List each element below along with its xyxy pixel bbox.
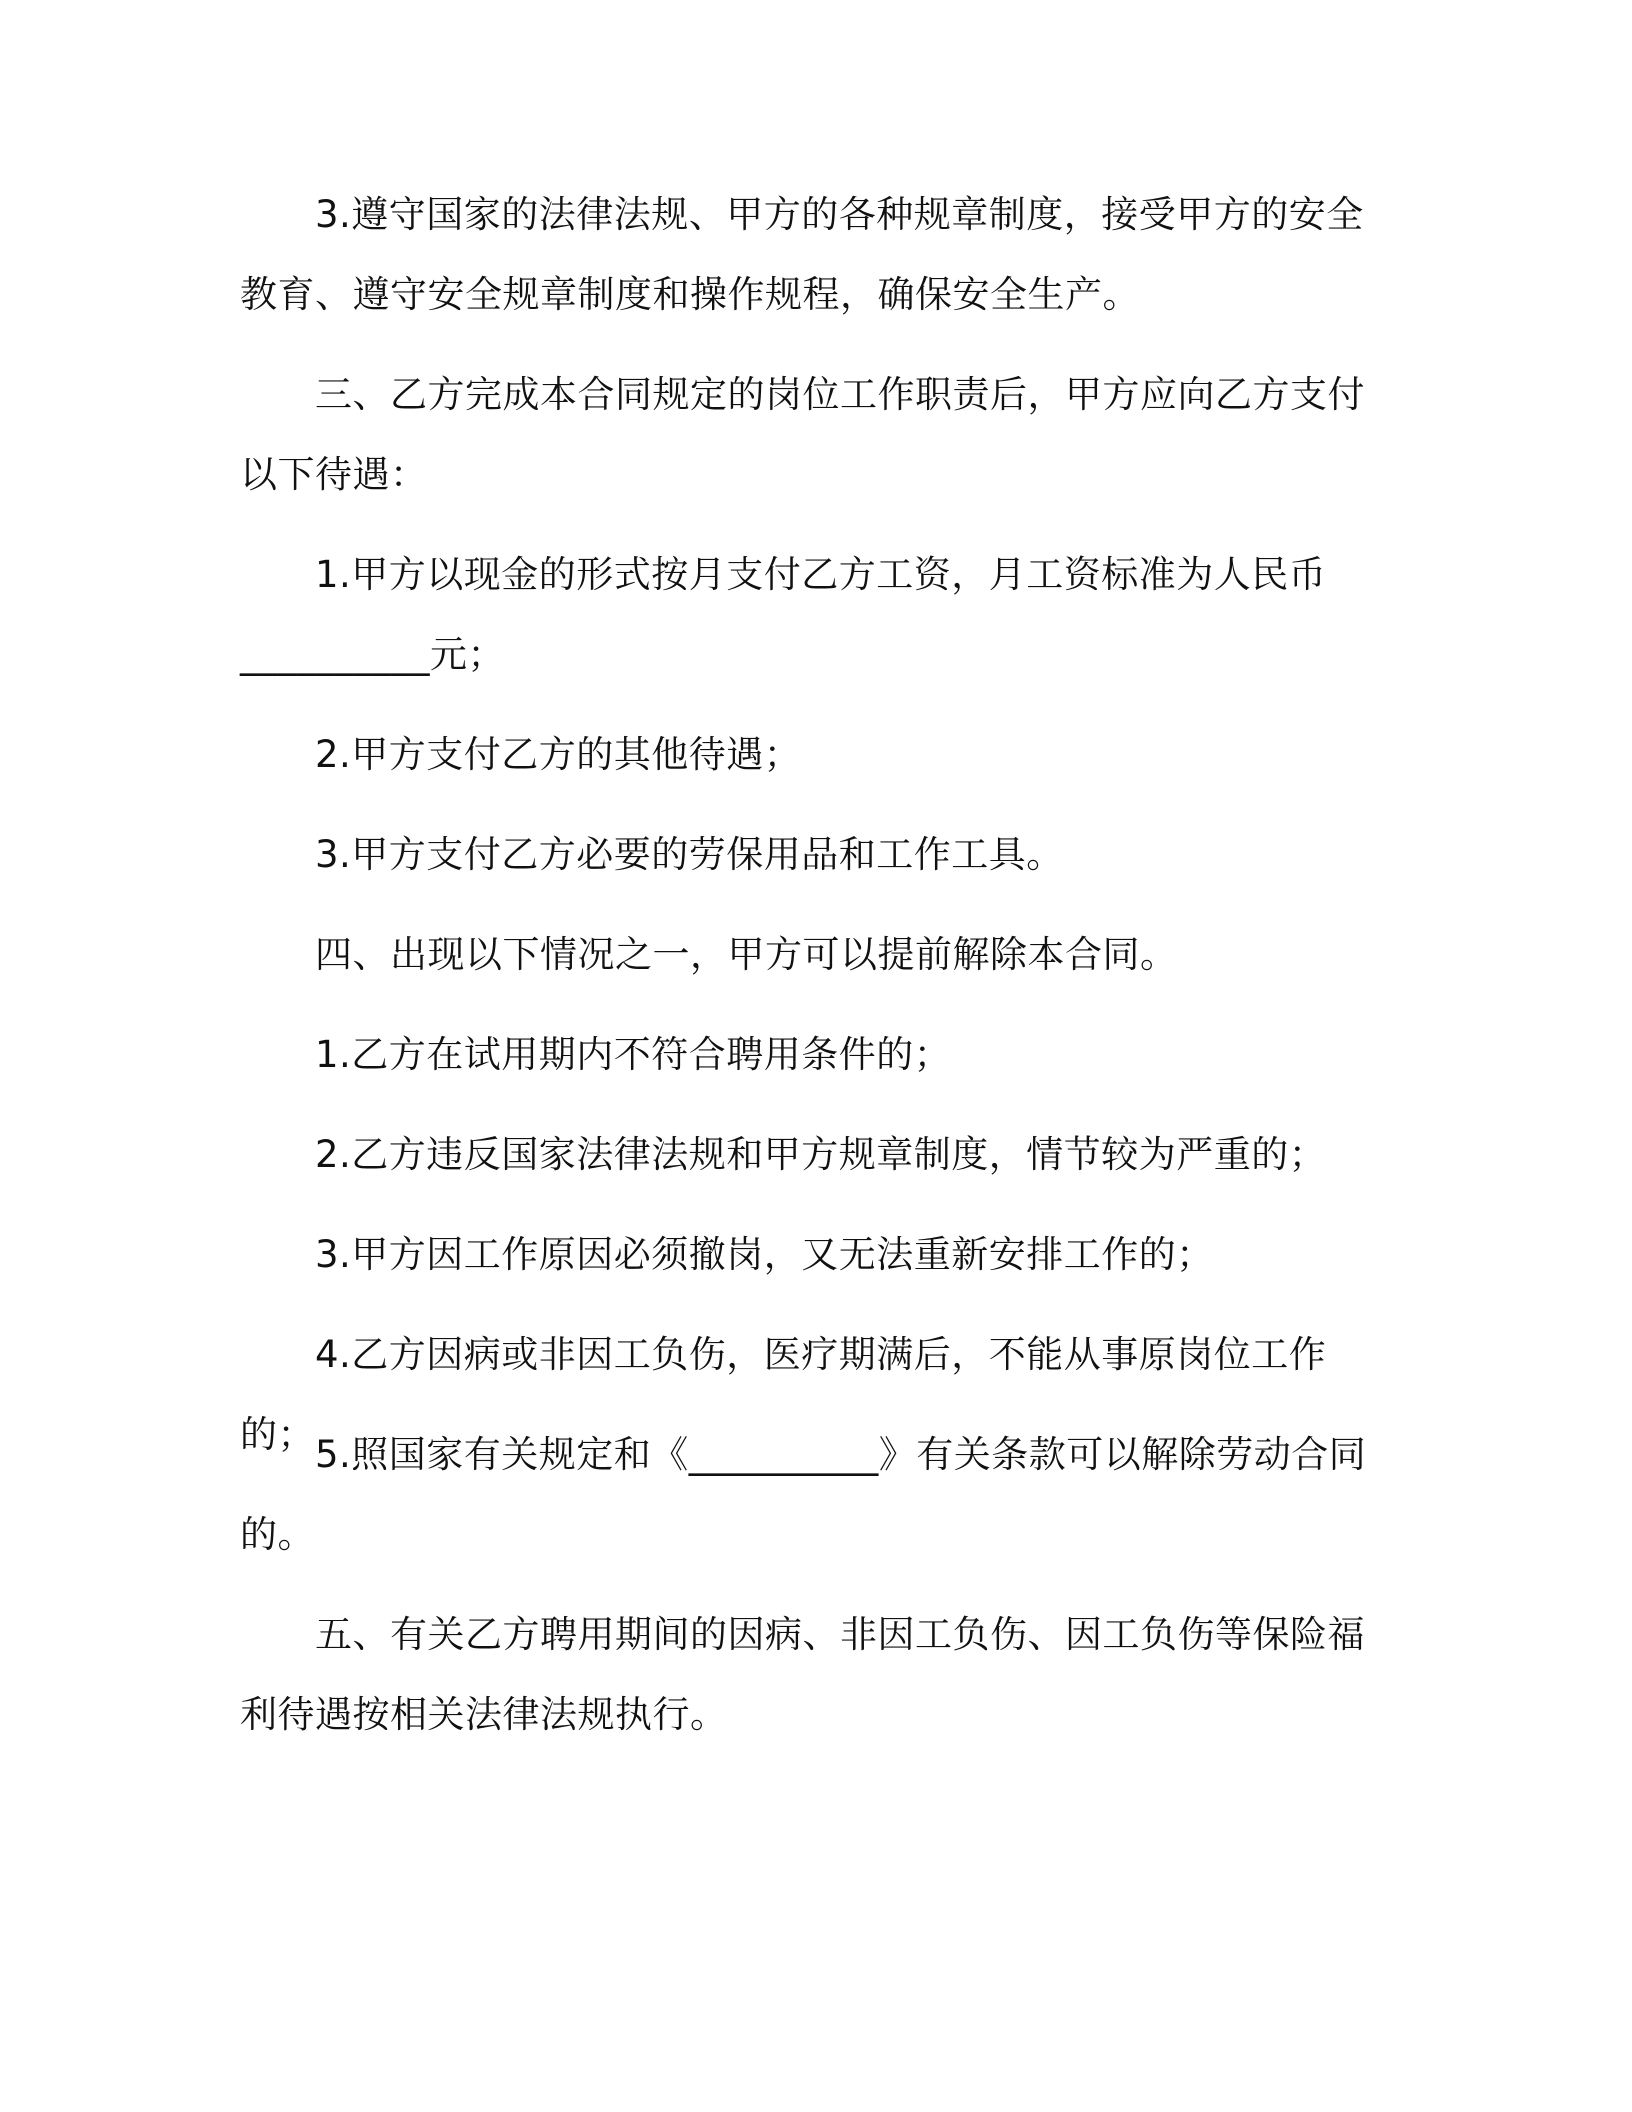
paragraph-termination-1: 1.乙方在试用期内不符合聘用条件的； bbox=[315, 1033, 952, 1076]
paragraph-termination-2: 2.乙方违反国家法律法规和甲方规章制度，情节较为严重的； bbox=[315, 1133, 1327, 1176]
paragraph-section-5: 五、有关乙方聘用期间的因病、非因工负伤、因工负伤等保险福利待遇按相关法律法规执行。 bbox=[240, 1613, 1365, 1736]
paragraph-section-3-heading: 三、乙方完成本合同规定的岗位工作职责后，甲方应向乙方支付以下待遇： bbox=[240, 373, 1365, 496]
paragraph-termination-3: 3.甲方因工作原因必须撤岗，又无法重新安排工作的； bbox=[315, 1233, 1214, 1276]
paragraph-benefit-3: 3.甲方支付乙方必要的劳保用品和工作工具。 bbox=[315, 833, 1064, 876]
paragraph-benefit-1-amount: __________元； bbox=[240, 633, 505, 676]
paragraph-benefit-1: 1.甲方以现金的形式按月支付乙方工资，月工资标准为人民币 bbox=[315, 553, 1327, 596]
paragraph-termination-4: 4.乙方因病或非因工负伤，医疗期满后，不能从事原岗位工作的； bbox=[240, 1333, 1327, 1456]
paragraph-section-4-heading: 四、出现以下情况之一，甲方可以提前解除本合同。 bbox=[315, 933, 1178, 976]
paragraph-benefit-2: 2.甲方支付乙方的其他待遇； bbox=[315, 733, 802, 776]
paragraph-termination-5: 5.照国家有关规定和《__________》有关条款可以解除劳动合同的。 bbox=[240, 1433, 1367, 1556]
paragraph-duty-3: 3.遵守国家的法律法规、甲方的各种规章制度，接受甲方的安全教育、遵守安全规章制度和操作规程，确保安全生产。 bbox=[240, 193, 1364, 316]
